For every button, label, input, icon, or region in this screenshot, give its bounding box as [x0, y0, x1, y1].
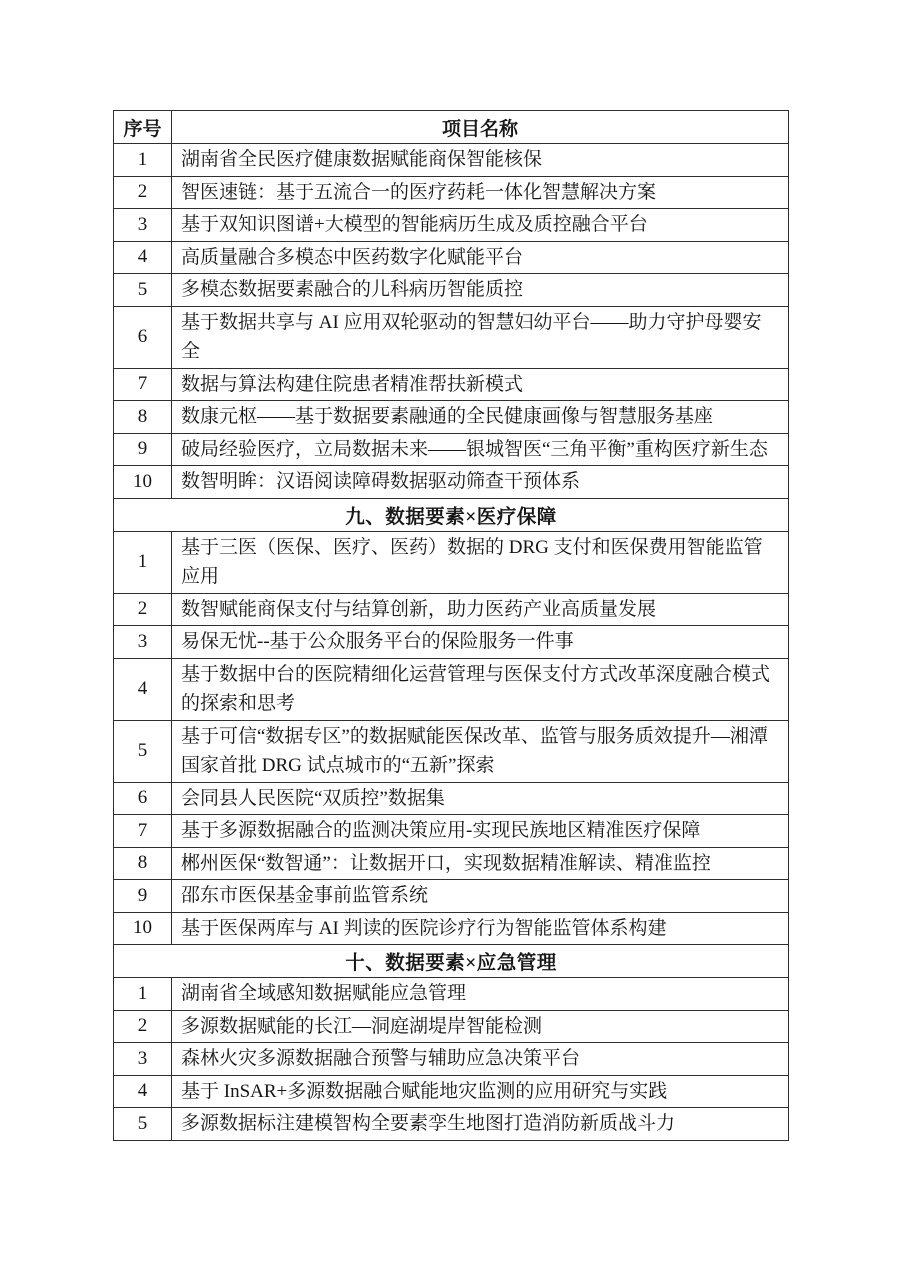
- column-header-index: 序号: [114, 111, 172, 144]
- row-index: 10: [114, 912, 172, 945]
- table-row: [114, 782, 789, 815]
- table-row: [114, 593, 789, 626]
- table-row: [114, 531, 789, 593]
- table-row: [114, 1075, 789, 1108]
- row-index: 1: [114, 531, 172, 593]
- project-name: 邵东市医保基金事前监管系统: [172, 880, 789, 913]
- section-header: 十、数据要素×应急管理: [114, 945, 789, 978]
- table-row: [114, 306, 789, 368]
- table-body: [114, 144, 789, 1141]
- row-index: 5: [114, 274, 172, 307]
- table-row: [114, 274, 789, 307]
- project-name: 基于双知识图谱+大模型的智能病历生成及质控融合平台: [172, 209, 789, 242]
- project-name: 数据与算法构建住院患者精准帮扶新模式: [172, 368, 789, 401]
- row-index: 6: [114, 306, 172, 368]
- section-header: 九、数据要素×医疗保障: [114, 498, 789, 531]
- row-index: 7: [114, 815, 172, 848]
- row-index: 3: [114, 209, 172, 242]
- row-index: 6: [114, 782, 172, 815]
- row-index: 2: [114, 176, 172, 209]
- project-name: 数智赋能商保支付与结算创新，助力医药产业高质量发展: [172, 593, 789, 626]
- row-index: 4: [114, 241, 172, 274]
- table-row: [114, 368, 789, 401]
- project-name: 基于三医（医保、医疗、医药）数据的 DRG 支付和医保费用智能监管应用: [172, 531, 789, 593]
- project-name: 数康元枢——基于数据要素融通的全民健康画像与智慧服务基座: [172, 401, 789, 434]
- table-row: [114, 658, 789, 720]
- row-index: 3: [114, 626, 172, 659]
- project-name: 湖南省全域感知数据赋能应急管理: [172, 978, 789, 1011]
- project-name: 基于医保两库与 AI 判读的医院诊疗行为智能监管体系构建: [172, 912, 789, 945]
- row-index: 2: [114, 593, 172, 626]
- row-index: 5: [114, 1108, 172, 1141]
- table-row: [114, 144, 789, 177]
- project-name: 高质量融合多模态中医药数字化赋能平台: [172, 241, 789, 274]
- row-index: 9: [114, 880, 172, 913]
- row-index: 10: [114, 466, 172, 499]
- project-name: 基于多源数据融合的监测决策应用-实现民族地区精准医疗保障: [172, 815, 789, 848]
- project-name: 会同县人民医院“双质控”数据集: [172, 782, 789, 815]
- project-name: 易保无忧--基于公众服务平台的保险服务一件事: [172, 626, 789, 659]
- row-index: 7: [114, 368, 172, 401]
- table-row: [114, 1043, 789, 1076]
- row-index: 1: [114, 978, 172, 1011]
- table-row: [114, 626, 789, 659]
- section-header-row: [114, 945, 789, 978]
- table-row: [114, 241, 789, 274]
- project-name: 多源数据标注建模智构全要素孪生地图打造消防新质战斗力: [172, 1108, 789, 1141]
- section-header-row: [114, 498, 789, 531]
- row-index: 8: [114, 847, 172, 880]
- column-header-name: 项目名称: [172, 111, 789, 144]
- project-name: 数智明眸：汉语阅读障碍数据驱动筛查干预体系: [172, 466, 789, 499]
- table-row: [114, 847, 789, 880]
- table-row: [114, 401, 789, 434]
- project-name: 森林火灾多源数据融合预警与辅助应急决策平台: [172, 1043, 789, 1076]
- project-name: 基于可信“数据专区”的数据赋能医保改革、监管与服务质效提升—湘潭国家首批 DRG 试点城市的“五新”探索: [172, 720, 789, 782]
- project-name: 基于数据中台的医院精细化运营管理与医保支付方式改革深度融合模式的探索和思考: [172, 658, 789, 720]
- table-row: [114, 720, 789, 782]
- table-row: [114, 1108, 789, 1141]
- project-name: 基于数据共享与 AI 应用双轮驱动的智慧妇幼平台——助力守护母婴安全: [172, 306, 789, 368]
- table-row: [114, 912, 789, 945]
- table-row: [114, 815, 789, 848]
- table-row: [114, 1010, 789, 1043]
- table-row: [114, 466, 789, 499]
- table-header-row: [114, 111, 789, 144]
- table-row: [114, 880, 789, 913]
- project-name: 智医速链：基于五流合一的医疗药耗一体化智慧解决方案: [172, 176, 789, 209]
- project-name: 多源数据赋能的长江—洞庭湖堤岸智能检测: [172, 1010, 789, 1043]
- project-name: 郴州医保“数智通”：让数据开口，实现数据精准解读、精准监控: [172, 847, 789, 880]
- row-index: 5: [114, 720, 172, 782]
- row-index: 8: [114, 401, 172, 434]
- row-index: 1: [114, 144, 172, 177]
- row-index: 4: [114, 1075, 172, 1108]
- row-index: 3: [114, 1043, 172, 1076]
- table-row: [114, 433, 789, 466]
- row-index: 4: [114, 658, 172, 720]
- project-table: [113, 110, 789, 1141]
- table-row: [114, 176, 789, 209]
- project-name: 多模态数据要素融合的儿科病历智能质控: [172, 274, 789, 307]
- row-index: 2: [114, 1010, 172, 1043]
- project-name: 湖南省全民医疗健康数据赋能商保智能核保: [172, 144, 789, 177]
- project-name: 破局经验医疗，立局数据未来——银城智医“三角平衡”重构医疗新生态: [172, 433, 789, 466]
- table-row: [114, 978, 789, 1011]
- project-name: 基于 InSAR+多源数据融合赋能地灾监测的应用研究与实践: [172, 1075, 789, 1108]
- table-row: [114, 209, 789, 242]
- row-index: 9: [114, 433, 172, 466]
